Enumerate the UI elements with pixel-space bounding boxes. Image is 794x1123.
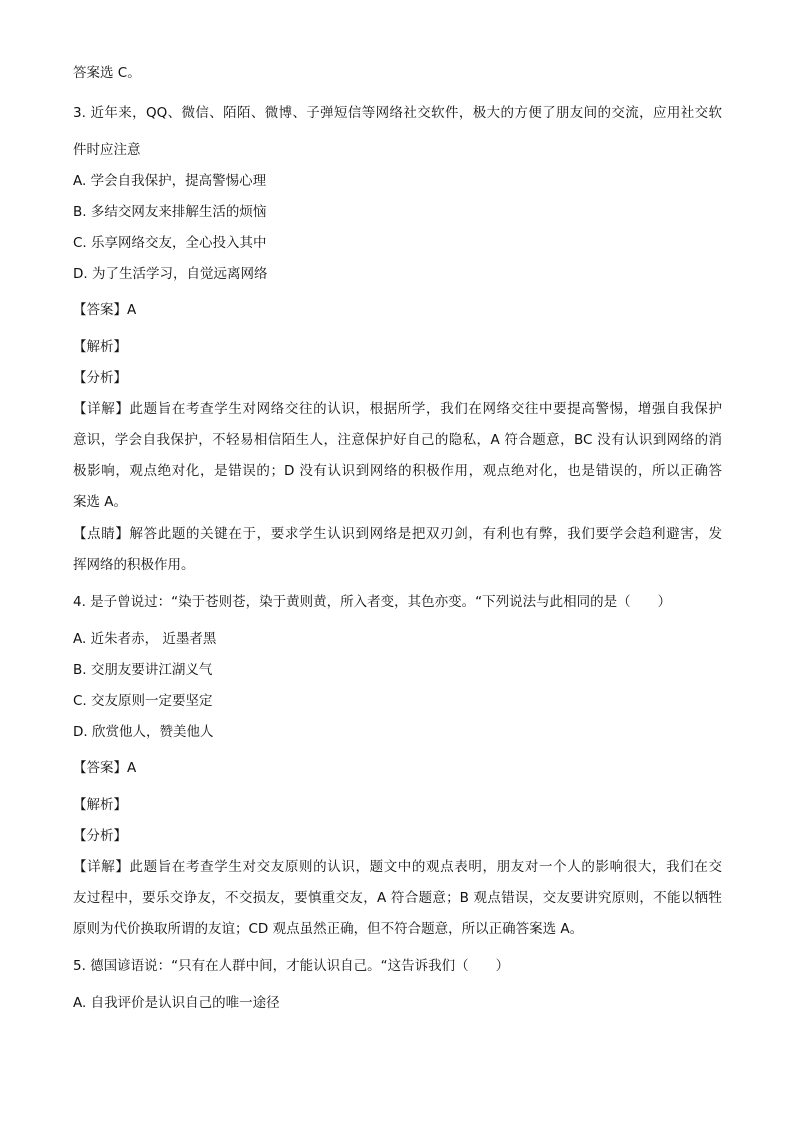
q3-option-d: D. 为了生活学习，自觉远离网络	[73, 266, 268, 282]
q4-detail-line2: 友过程中，要乐交诤友，不交损友，要慎重交友，A 符合题意；B 观点错误，交友要讲究原则，不能以牺牲	[73, 890, 722, 906]
q3-stem-line2: 件时应注意	[73, 142, 141, 158]
q4-option-a: A. 近朱者赤， 近墨者黑	[73, 631, 217, 647]
q3-dianjing-line2: 挥网络的积极作用。	[73, 557, 195, 573]
q3-option-c: C. 乐享网络交友，全心投入其中	[73, 235, 267, 251]
q3-answer: 【答案】A	[73, 302, 137, 318]
q4-answer: 【答案】A	[73, 760, 137, 776]
q3-detail-line4: 案选 A。	[73, 494, 128, 510]
q5-option-a: A. 自我评价是认识自己的唯一途径	[73, 995, 280, 1011]
q3-dianjing-line1: 【点睛】解答此题的关键在于，要求学生认识到网络是把双刃剑，有利也有弊，我们要学会趋利避害，发	[73, 526, 722, 542]
q4-option-b: B. 交朋友要讲江湖义气	[73, 662, 213, 678]
q3-detail-line3: 极影响，观点绝对化，是错误的；D 没有认识到网络的积极作用，观点绝对化，也是错误的，所以正确答	[73, 463, 722, 479]
q3-detail-line1: 【详解】此题旨在考查学生对网络交往的认识，根据所学，我们在网络交往中要提高警惕，增强自我保护	[73, 401, 722, 417]
q4-detail-line1: 【详解】此题旨在考查学生对交友原则的认识，题文中的观点表明，朋友对一个人的影响很大，我们在交	[73, 859, 722, 875]
q3-option-b: B. 多结交网友来排解生活的烦恼	[73, 204, 267, 220]
q4-stem: 4. 是子曾说过：“染于苍则苍，染于黄则黄，所入者变，其色亦变。“下列说法与此相同的是（ ）	[73, 594, 672, 610]
q4-option-c: C. 交友原则一定要坚定	[73, 693, 213, 709]
q4-jiexi-heading: 【解析】	[73, 797, 127, 813]
q3-stem-line1: 3. 近年来，QQ、微信、陌陌、微博、子弹短信等网络社交软件，极大的方便了朋友间的交流，应用社交软	[73, 105, 722, 121]
q4-option-d: D. 欣赏他人，赞美他人	[73, 724, 214, 740]
q3-option-a: A. 学会自我保护，提高警惕心理	[73, 173, 267, 189]
q5-stem: 5. 德国谚语说：“只有在人群中间，才能认识自己。“这告诉我们（ ）	[73, 958, 510, 974]
q3-detail-line2: 意识，学会自我保护，不轻易相信陌生人，注意保护好自己的隐私，A 符合题意，BC 没有认识到网络的消	[73, 432, 722, 448]
q3-fenxi-heading: 【分析】	[73, 370, 127, 386]
q3-jiexi-heading: 【解析】	[73, 339, 127, 355]
q4-detail-line3: 原则为代价换取所谓的友谊；CD 观点虽然正确，但不符合题意，所以正确答案选 A。	[73, 921, 584, 937]
q4-fenxi-heading: 【分析】	[73, 828, 127, 844]
prev-answer-line: 答案选 C。	[73, 65, 141, 81]
